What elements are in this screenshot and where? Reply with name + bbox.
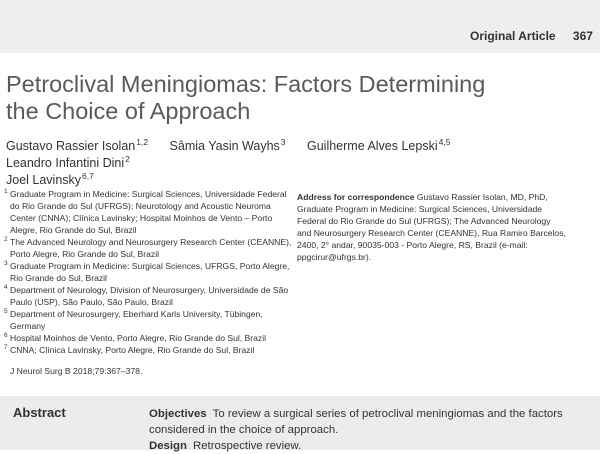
journal-reference: J Neurol Surg B 2018;79:367–378. [10, 366, 143, 376]
author-affiliation-marker: 3 [280, 137, 286, 147]
affiliation-text: CNNA; Clínica Lavinsky, Porto Alegre, Rio Grande do Sul, Brazil [10, 345, 255, 355]
author-affiliation-marker: 1,2 [136, 137, 149, 147]
correspondence-label: Address for correspondence [297, 192, 415, 202]
author [307, 139, 450, 153]
correspondence-block [297, 191, 567, 263]
correspondence-text: Gustavo Rassier Isolan, MD, PhD, Graduate Program in Medicine: Surgical Sciences, Universidade Federal do Rio Grande do Sul (UFRGS); The Advanced Neurology and Neurosurgery Research Center (CEANNE), Rua Ramiro Barcelos, 2400, 2° andar, 90035-003 - Porto Alegre, RS, Brazil (e-mail: ppgcirur@ufrgs.br). [297, 192, 566, 262]
section-label: Original Article [470, 29, 556, 43]
author-name: Leandro Infantini Dini [6, 156, 125, 170]
affiliation-item [4, 332, 294, 344]
affiliation-number: 6 [4, 332, 8, 339]
abstract-objectives [149, 406, 589, 438]
objectives-text: To review a surgical series of petroclival meningiomas and the factors considered in the choice of approach. [149, 408, 563, 436]
abstract-heading: Abstract [13, 405, 66, 420]
abstract-design [149, 438, 589, 454]
affiliation-item [4, 284, 294, 308]
affiliation-number: 4 [4, 284, 8, 291]
affiliation-text: The Advanced Neurology and Neurosurgery Research Center (CEANNE), Porto Alegre, Rio Grande do Sul, Brazil [10, 237, 292, 259]
objectives-label: Objectives [149, 408, 207, 420]
affiliation-item [4, 260, 294, 284]
affiliation-number: 3 [4, 260, 8, 267]
author-list [6, 138, 596, 189]
author-name: Gustavo Rassier Isolan [6, 139, 136, 153]
author-name: Sâmia Yasin Wayhs [169, 139, 280, 153]
abstract-body [149, 406, 589, 454]
page-number: 367 [572, 29, 593, 43]
design-text: Retrospective review. [192, 440, 302, 452]
affiliation-text: Graduate Program in Medicine: Surgical Sciences, Universidade Federal do Rio Grande do Sul (UFRGS); Neurotology and Acoustic Neuroma Center (CNNA); Clínica Lavinsky; Hospital Moinhos de Vento – Porto Alegre, Rio Grande do Sul, Brazil [10, 189, 287, 235]
design-label: Design [149, 440, 187, 452]
affiliation-text: Department of Neurosurgery, Eberhard Karls University, Tübingen, Germany [10, 309, 263, 331]
author [6, 139, 148, 153]
title-line-1: Petroclival Meningiomas: Factors Determining [6, 71, 486, 97]
author-name: Guilherme Alves Lepski [307, 139, 438, 153]
author [6, 173, 94, 187]
affiliation-list [4, 188, 294, 356]
affiliation-item [4, 308, 294, 332]
affiliation-number: 2 [4, 236, 8, 243]
affiliation-text: Graduate Program in Medicine: Surgical Sciences, UFRGS, Porto Alegre, Rio Grande do Sul, Brazil [10, 261, 290, 283]
author [6, 156, 130, 170]
author-name: Joel Lavinsky [6, 173, 82, 187]
title-line-2: the Choice of Approach [6, 98, 251, 124]
article-title [6, 71, 586, 125]
affiliation-text: Hospital Moinhos de Vento, Porto Alegre, Rio Grande do Sul, Brazil [10, 333, 267, 343]
header-bar [0, 0, 600, 53]
affiliation-number: 5 [4, 308, 8, 315]
affiliation-text: Department of Neurology, Division of Neurosurgery, Universidade de São Paulo (USP), São Paulo, São Paulo, Brazil [10, 285, 289, 307]
author-affiliation-marker: 6,7 [82, 171, 94, 181]
running-header [470, 29, 593, 43]
author-affiliation-marker: 2 [125, 154, 130, 164]
affiliation-number: 7 [4, 344, 8, 351]
affiliation-item [4, 236, 294, 260]
affiliation-number: 1 [4, 188, 8, 195]
author [170, 139, 286, 153]
affiliation-item [4, 188, 294, 236]
affiliation-item [4, 344, 294, 356]
author-affiliation-marker: 4,5 [438, 137, 451, 147]
